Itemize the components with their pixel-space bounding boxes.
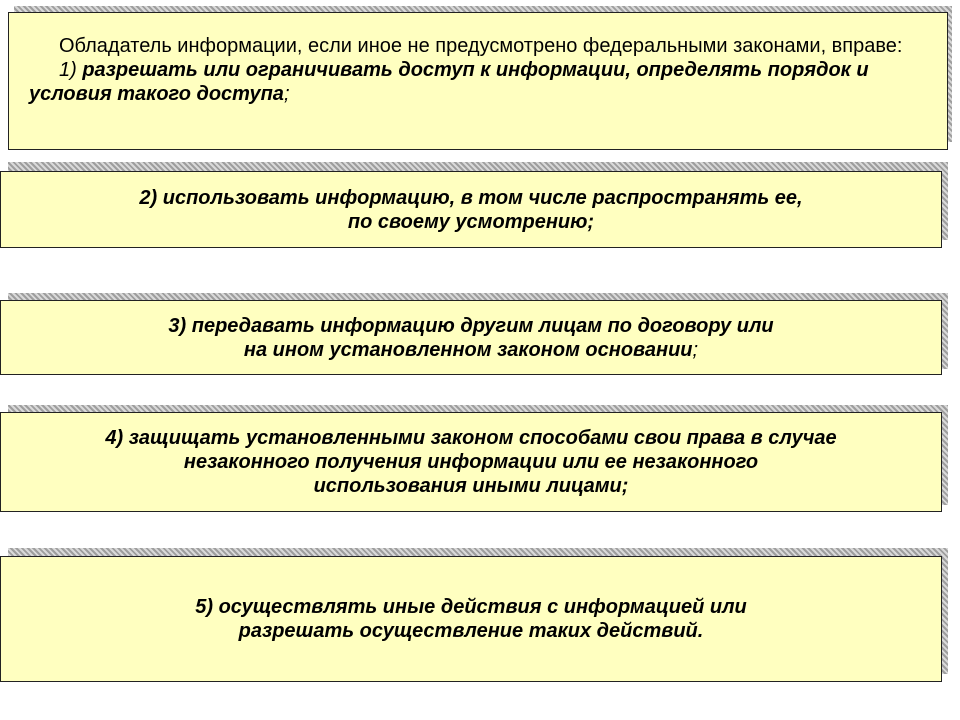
item-4-line-3: использования иными лицами; bbox=[313, 475, 629, 497]
intro-text: Обладатель информации, если иное не предусмотрено федеральными законами, вправе: bbox=[59, 35, 903, 57]
item-2-line-2: по своему усмотрению; bbox=[347, 210, 595, 233]
item-5-line-2: разрешать осуществление таких действий. bbox=[238, 620, 704, 642]
item-2-line-1: 2) использовать информацию, в том числе распространять ее, bbox=[139, 186, 803, 209]
item-2-box bbox=[0, 171, 942, 248]
intro-box bbox=[8, 12, 948, 150]
item-4-line-1: 4) защищать установленными законом способами свои права в случае bbox=[105, 427, 837, 449]
item-5-line-1: 5) осуществлять иные действия с информацией или bbox=[195, 596, 747, 618]
item-3-box bbox=[0, 300, 942, 375]
intro-item-1: 1) разрешать или ограничивать доступ к информации, определять порядок и условия такого доступа; bbox=[29, 59, 869, 105]
item-3-line-2: на ином установленном законом основании; bbox=[243, 338, 699, 361]
item-5-box bbox=[0, 556, 942, 682]
item-4-box bbox=[0, 412, 942, 512]
item-3-line-1: 3) передавать информацию другим лицам по договору или bbox=[168, 314, 774, 337]
item-4-line-2: незаконного получения информации или ее незаконного bbox=[183, 451, 759, 473]
